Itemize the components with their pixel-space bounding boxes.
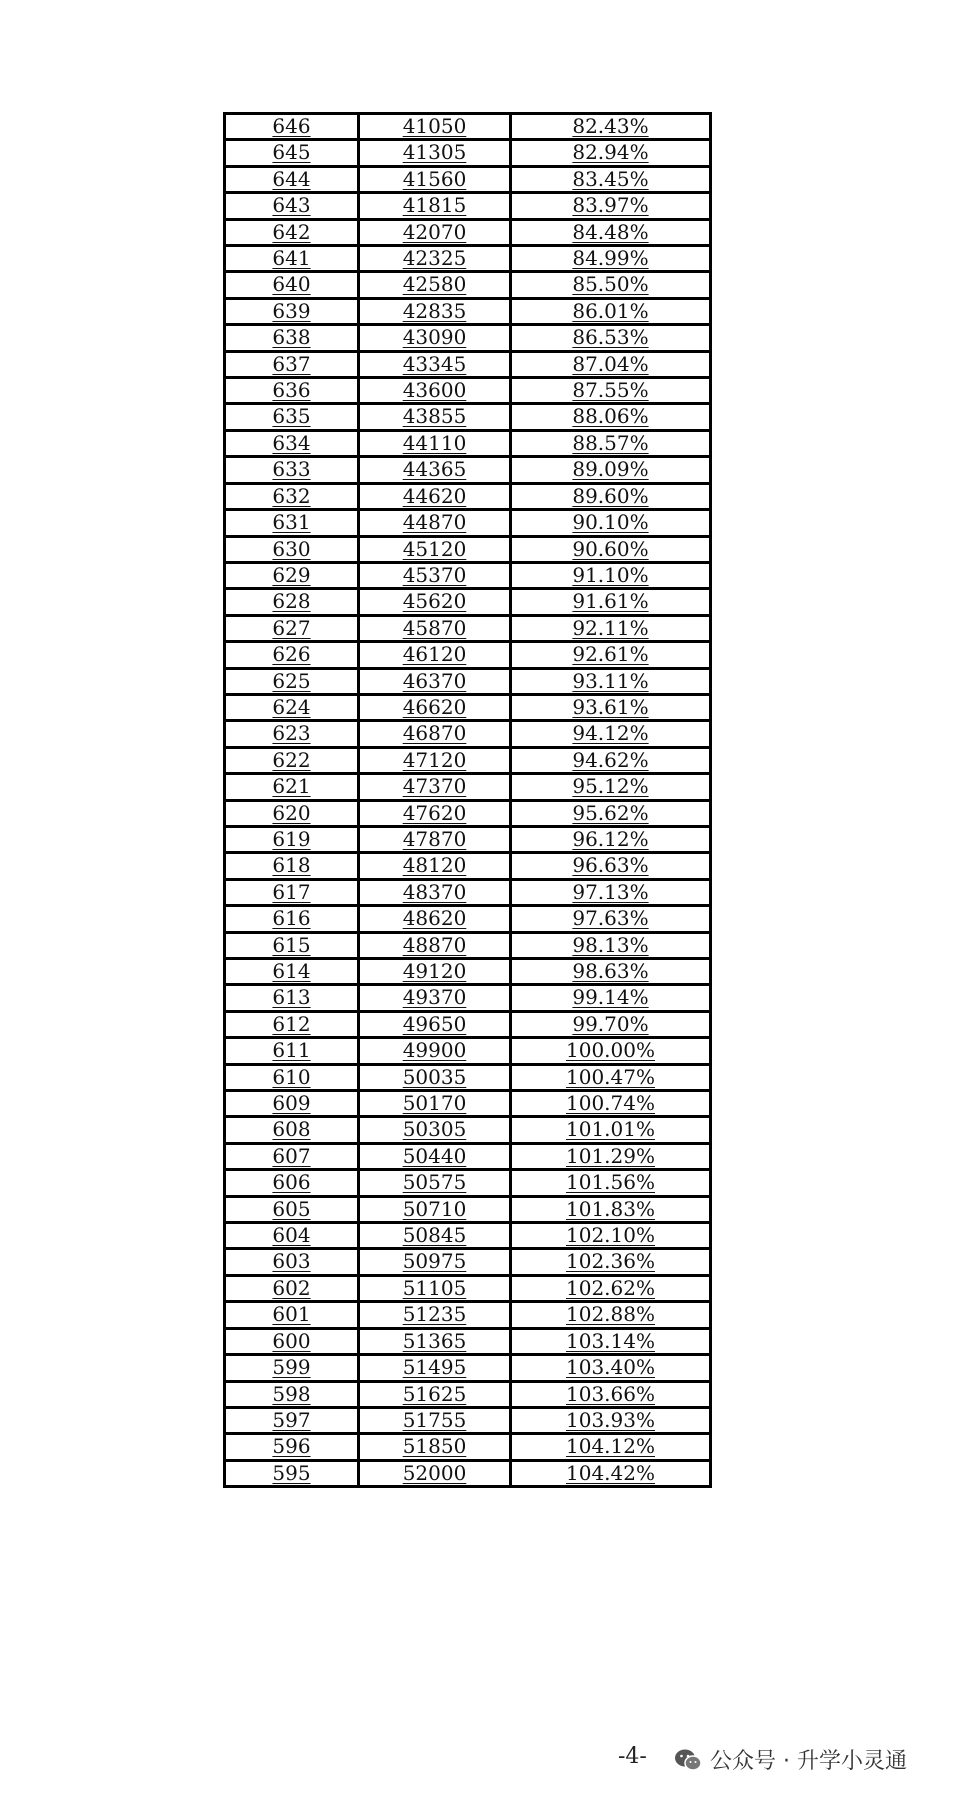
table-row: [225, 694, 711, 720]
score-cell: 629: [225, 562, 359, 588]
table-row: [225, 483, 711, 509]
table-row: [225, 1091, 711, 1117]
rank-cell: 49650: [359, 1011, 511, 1037]
score-cell: 616: [225, 906, 359, 932]
rank-cell: 46120: [359, 642, 511, 668]
percent-cell: 100.00%: [511, 1038, 711, 1064]
score-cell: 615: [225, 932, 359, 958]
table-row: [225, 615, 711, 641]
score-cell: 618: [225, 853, 359, 879]
percent-cell: 104.12%: [511, 1434, 711, 1460]
rank-cell: 43600: [359, 378, 511, 404]
percent-cell: 96.63%: [511, 853, 711, 879]
score-cell: 646: [225, 114, 359, 140]
score-cell: 608: [225, 1117, 359, 1143]
table-row: [225, 879, 711, 905]
table-row: [225, 1170, 711, 1196]
rank-cell: 41560: [359, 166, 511, 192]
score-cell: 610: [225, 1064, 359, 1090]
rank-cell: 50710: [359, 1196, 511, 1222]
table-row: [225, 826, 711, 852]
table-row: [225, 932, 711, 958]
rank-cell: 43855: [359, 404, 511, 430]
rank-cell: 48120: [359, 853, 511, 879]
table-row: [225, 906, 711, 932]
percent-cell: 100.47%: [511, 1064, 711, 1090]
rank-cell: 48870: [359, 932, 511, 958]
score-cell: 643: [225, 193, 359, 219]
rank-cell: 51235: [359, 1302, 511, 1328]
score-cell: 600: [225, 1328, 359, 1354]
percent-cell: 82.43%: [511, 114, 711, 140]
table-row: [225, 166, 711, 192]
rank-cell: 47620: [359, 800, 511, 826]
percent-cell: 101.83%: [511, 1196, 711, 1222]
table-row: [225, 351, 711, 377]
score-cell: 644: [225, 166, 359, 192]
rank-cell: 52000: [359, 1460, 511, 1486]
table-row: [225, 642, 711, 668]
table-row: [225, 510, 711, 536]
percent-cell: 99.70%: [511, 1011, 711, 1037]
percent-cell: 99.14%: [511, 985, 711, 1011]
rank-cell: 42835: [359, 298, 511, 324]
score-cell: 602: [225, 1275, 359, 1301]
score-cell: 642: [225, 219, 359, 245]
rank-cell: 47370: [359, 774, 511, 800]
score-cell: 606: [225, 1170, 359, 1196]
score-cell: 630: [225, 536, 359, 562]
table-row: [225, 1328, 711, 1354]
percent-cell: 103.14%: [511, 1328, 711, 1354]
rank-cell: 51755: [359, 1407, 511, 1433]
score-cell: 628: [225, 589, 359, 615]
percent-cell: 97.13%: [511, 879, 711, 905]
percent-cell: 87.04%: [511, 351, 711, 377]
percent-cell: 103.40%: [511, 1355, 711, 1381]
table-row: [225, 1355, 711, 1381]
table-row: [225, 1249, 711, 1275]
percent-cell: 91.10%: [511, 562, 711, 588]
rank-cell: 50305: [359, 1117, 511, 1143]
rank-cell: 44110: [359, 430, 511, 456]
rank-cell: 42580: [359, 272, 511, 298]
score-cell: 604: [225, 1223, 359, 1249]
rank-cell: 45370: [359, 562, 511, 588]
score-cell: 605: [225, 1196, 359, 1222]
percent-cell: 100.74%: [511, 1091, 711, 1117]
table-row: [225, 800, 711, 826]
rank-cell: 43090: [359, 325, 511, 351]
table-row: [225, 1407, 711, 1433]
percent-cell: 95.62%: [511, 800, 711, 826]
rank-cell: 43345: [359, 351, 511, 377]
table-row: [225, 1434, 711, 1460]
percent-cell: 94.12%: [511, 721, 711, 747]
rank-cell: 47870: [359, 826, 511, 852]
percent-cell: 92.61%: [511, 642, 711, 668]
percent-cell: 102.36%: [511, 1249, 711, 1275]
table-row: [225, 1223, 711, 1249]
table-row: [225, 1302, 711, 1328]
score-cell: 621: [225, 774, 359, 800]
rank-cell: 50575: [359, 1170, 511, 1196]
table-row: [225, 219, 711, 245]
percent-cell: 95.12%: [511, 774, 711, 800]
rank-cell: 49370: [359, 985, 511, 1011]
table-row: [225, 430, 711, 456]
rank-cell: 41815: [359, 193, 511, 219]
table-row: [225, 457, 711, 483]
percent-cell: 88.06%: [511, 404, 711, 430]
percent-cell: 101.01%: [511, 1117, 711, 1143]
percent-cell: 104.42%: [511, 1460, 711, 1486]
percent-cell: 88.57%: [511, 430, 711, 456]
percent-cell: 84.48%: [511, 219, 711, 245]
score-cell: 601: [225, 1302, 359, 1328]
rank-cell: 48620: [359, 906, 511, 932]
score-cell: 640: [225, 272, 359, 298]
table-row: [225, 1117, 711, 1143]
score-cell: 639: [225, 298, 359, 324]
rank-cell: 51625: [359, 1381, 511, 1407]
score-cell: 598: [225, 1381, 359, 1407]
table-row: [225, 853, 711, 879]
score-cell: 625: [225, 668, 359, 694]
score-cell: 638: [225, 325, 359, 351]
percent-cell: 93.11%: [511, 668, 711, 694]
percent-cell: 94.62%: [511, 747, 711, 773]
percent-cell: 89.60%: [511, 483, 711, 509]
table-row: [225, 1064, 711, 1090]
rank-cell: 47120: [359, 747, 511, 773]
rank-cell: 45120: [359, 536, 511, 562]
rank-cell: 50440: [359, 1143, 511, 1169]
percent-cell: 103.66%: [511, 1381, 711, 1407]
rank-cell: 51495: [359, 1355, 511, 1381]
rank-cell: 48370: [359, 879, 511, 905]
rank-cell: 50975: [359, 1249, 511, 1275]
table-row: [225, 668, 711, 694]
table-row: [225, 774, 711, 800]
percent-cell: 93.61%: [511, 694, 711, 720]
rank-cell: 41305: [359, 140, 511, 166]
table-row: [225, 1381, 711, 1407]
score-cell: 619: [225, 826, 359, 852]
score-cell: 637: [225, 351, 359, 377]
rank-cell: 51105: [359, 1275, 511, 1301]
score-cell: 636: [225, 378, 359, 404]
percent-cell: 90.60%: [511, 536, 711, 562]
page-number: -4-: [618, 1744, 647, 1769]
score-cell: 609: [225, 1091, 359, 1117]
table-row: [225, 140, 711, 166]
table-row: [225, 378, 711, 404]
rank-cell: 50170: [359, 1091, 511, 1117]
table-row: [225, 1460, 711, 1486]
percent-cell: 83.97%: [511, 193, 711, 219]
percent-cell: 86.01%: [511, 298, 711, 324]
rank-cell: 44620: [359, 483, 511, 509]
table-row: [225, 1143, 711, 1169]
percent-cell: 97.63%: [511, 906, 711, 932]
score-cell: 633: [225, 457, 359, 483]
rank-cell: 45620: [359, 589, 511, 615]
percent-cell: 89.09%: [511, 457, 711, 483]
score-cell: 632: [225, 483, 359, 509]
percent-cell: 87.55%: [511, 378, 711, 404]
percent-cell: 91.61%: [511, 589, 711, 615]
percent-cell: 102.62%: [511, 1275, 711, 1301]
table-body: [225, 114, 711, 1487]
percent-cell: 86.53%: [511, 325, 711, 351]
table-row: [225, 193, 711, 219]
percent-cell: 102.88%: [511, 1302, 711, 1328]
score-cell: 623: [225, 721, 359, 747]
score-cell: 599: [225, 1355, 359, 1381]
table-row: [225, 272, 711, 298]
table-row: [225, 114, 711, 140]
rank-cell: 46370: [359, 668, 511, 694]
rank-cell: 51850: [359, 1434, 511, 1460]
table-row: [225, 1038, 711, 1064]
score-cell: 645: [225, 140, 359, 166]
percent-cell: 90.10%: [511, 510, 711, 536]
percent-cell: 98.63%: [511, 959, 711, 985]
percent-cell: 103.93%: [511, 1407, 711, 1433]
percent-cell: 98.13%: [511, 932, 711, 958]
score-cell: 611: [225, 1038, 359, 1064]
table-row: [225, 562, 711, 588]
score-cell: 612: [225, 1011, 359, 1037]
table-row: [225, 1011, 711, 1037]
percent-cell: 83.45%: [511, 166, 711, 192]
percent-cell: 101.56%: [511, 1170, 711, 1196]
percent-cell: 85.50%: [511, 272, 711, 298]
table-row: [225, 246, 711, 272]
rank-cell: 46870: [359, 721, 511, 747]
rank-cell: 51365: [359, 1328, 511, 1354]
rank-cell: 41050: [359, 114, 511, 140]
rank-cell: 45870: [359, 615, 511, 641]
rank-cell: 44870: [359, 510, 511, 536]
table-row: [225, 298, 711, 324]
score-cell: 614: [225, 959, 359, 985]
score-rank-table: [223, 112, 712, 1488]
rank-cell: 49120: [359, 959, 511, 985]
watermark: [674, 1744, 907, 1775]
table-row: [225, 1275, 711, 1301]
table-row: [225, 721, 711, 747]
rank-cell: 46620: [359, 694, 511, 720]
table-row: [225, 747, 711, 773]
score-cell: 620: [225, 800, 359, 826]
watermark-text: 公众号 · 升学小灵通: [710, 1749, 907, 1774]
score-cell: 617: [225, 879, 359, 905]
score-cell: 634: [225, 430, 359, 456]
table-row: [225, 985, 711, 1011]
percent-cell: 101.29%: [511, 1143, 711, 1169]
table-row: [225, 1196, 711, 1222]
score-cell: 627: [225, 615, 359, 641]
percent-cell: 102.10%: [511, 1223, 711, 1249]
score-cell: 595: [225, 1460, 359, 1486]
table-row: [225, 589, 711, 615]
score-cell: 613: [225, 985, 359, 1011]
table-row: [225, 959, 711, 985]
score-cell: 635: [225, 404, 359, 430]
score-cell: 607: [225, 1143, 359, 1169]
rank-cell: 50845: [359, 1223, 511, 1249]
score-cell: 603: [225, 1249, 359, 1275]
score-cell: 631: [225, 510, 359, 536]
score-cell: 597: [225, 1407, 359, 1433]
percent-cell: 96.12%: [511, 826, 711, 852]
table-row: [225, 404, 711, 430]
percent-cell: 84.99%: [511, 246, 711, 272]
score-cell: 624: [225, 694, 359, 720]
score-cell: 641: [225, 246, 359, 272]
rank-cell: 42070: [359, 219, 511, 245]
table-row: [225, 325, 711, 351]
table-row: [225, 536, 711, 562]
percent-cell: 82.94%: [511, 140, 711, 166]
rank-cell: 49900: [359, 1038, 511, 1064]
rank-cell: 50035: [359, 1064, 511, 1090]
rank-cell: 44365: [359, 457, 511, 483]
score-cell: 596: [225, 1434, 359, 1460]
wechat-icon: [674, 1748, 702, 1772]
rank-cell: 42325: [359, 246, 511, 272]
score-cell: 622: [225, 747, 359, 773]
percent-cell: 92.11%: [511, 615, 711, 641]
score-cell: 626: [225, 642, 359, 668]
